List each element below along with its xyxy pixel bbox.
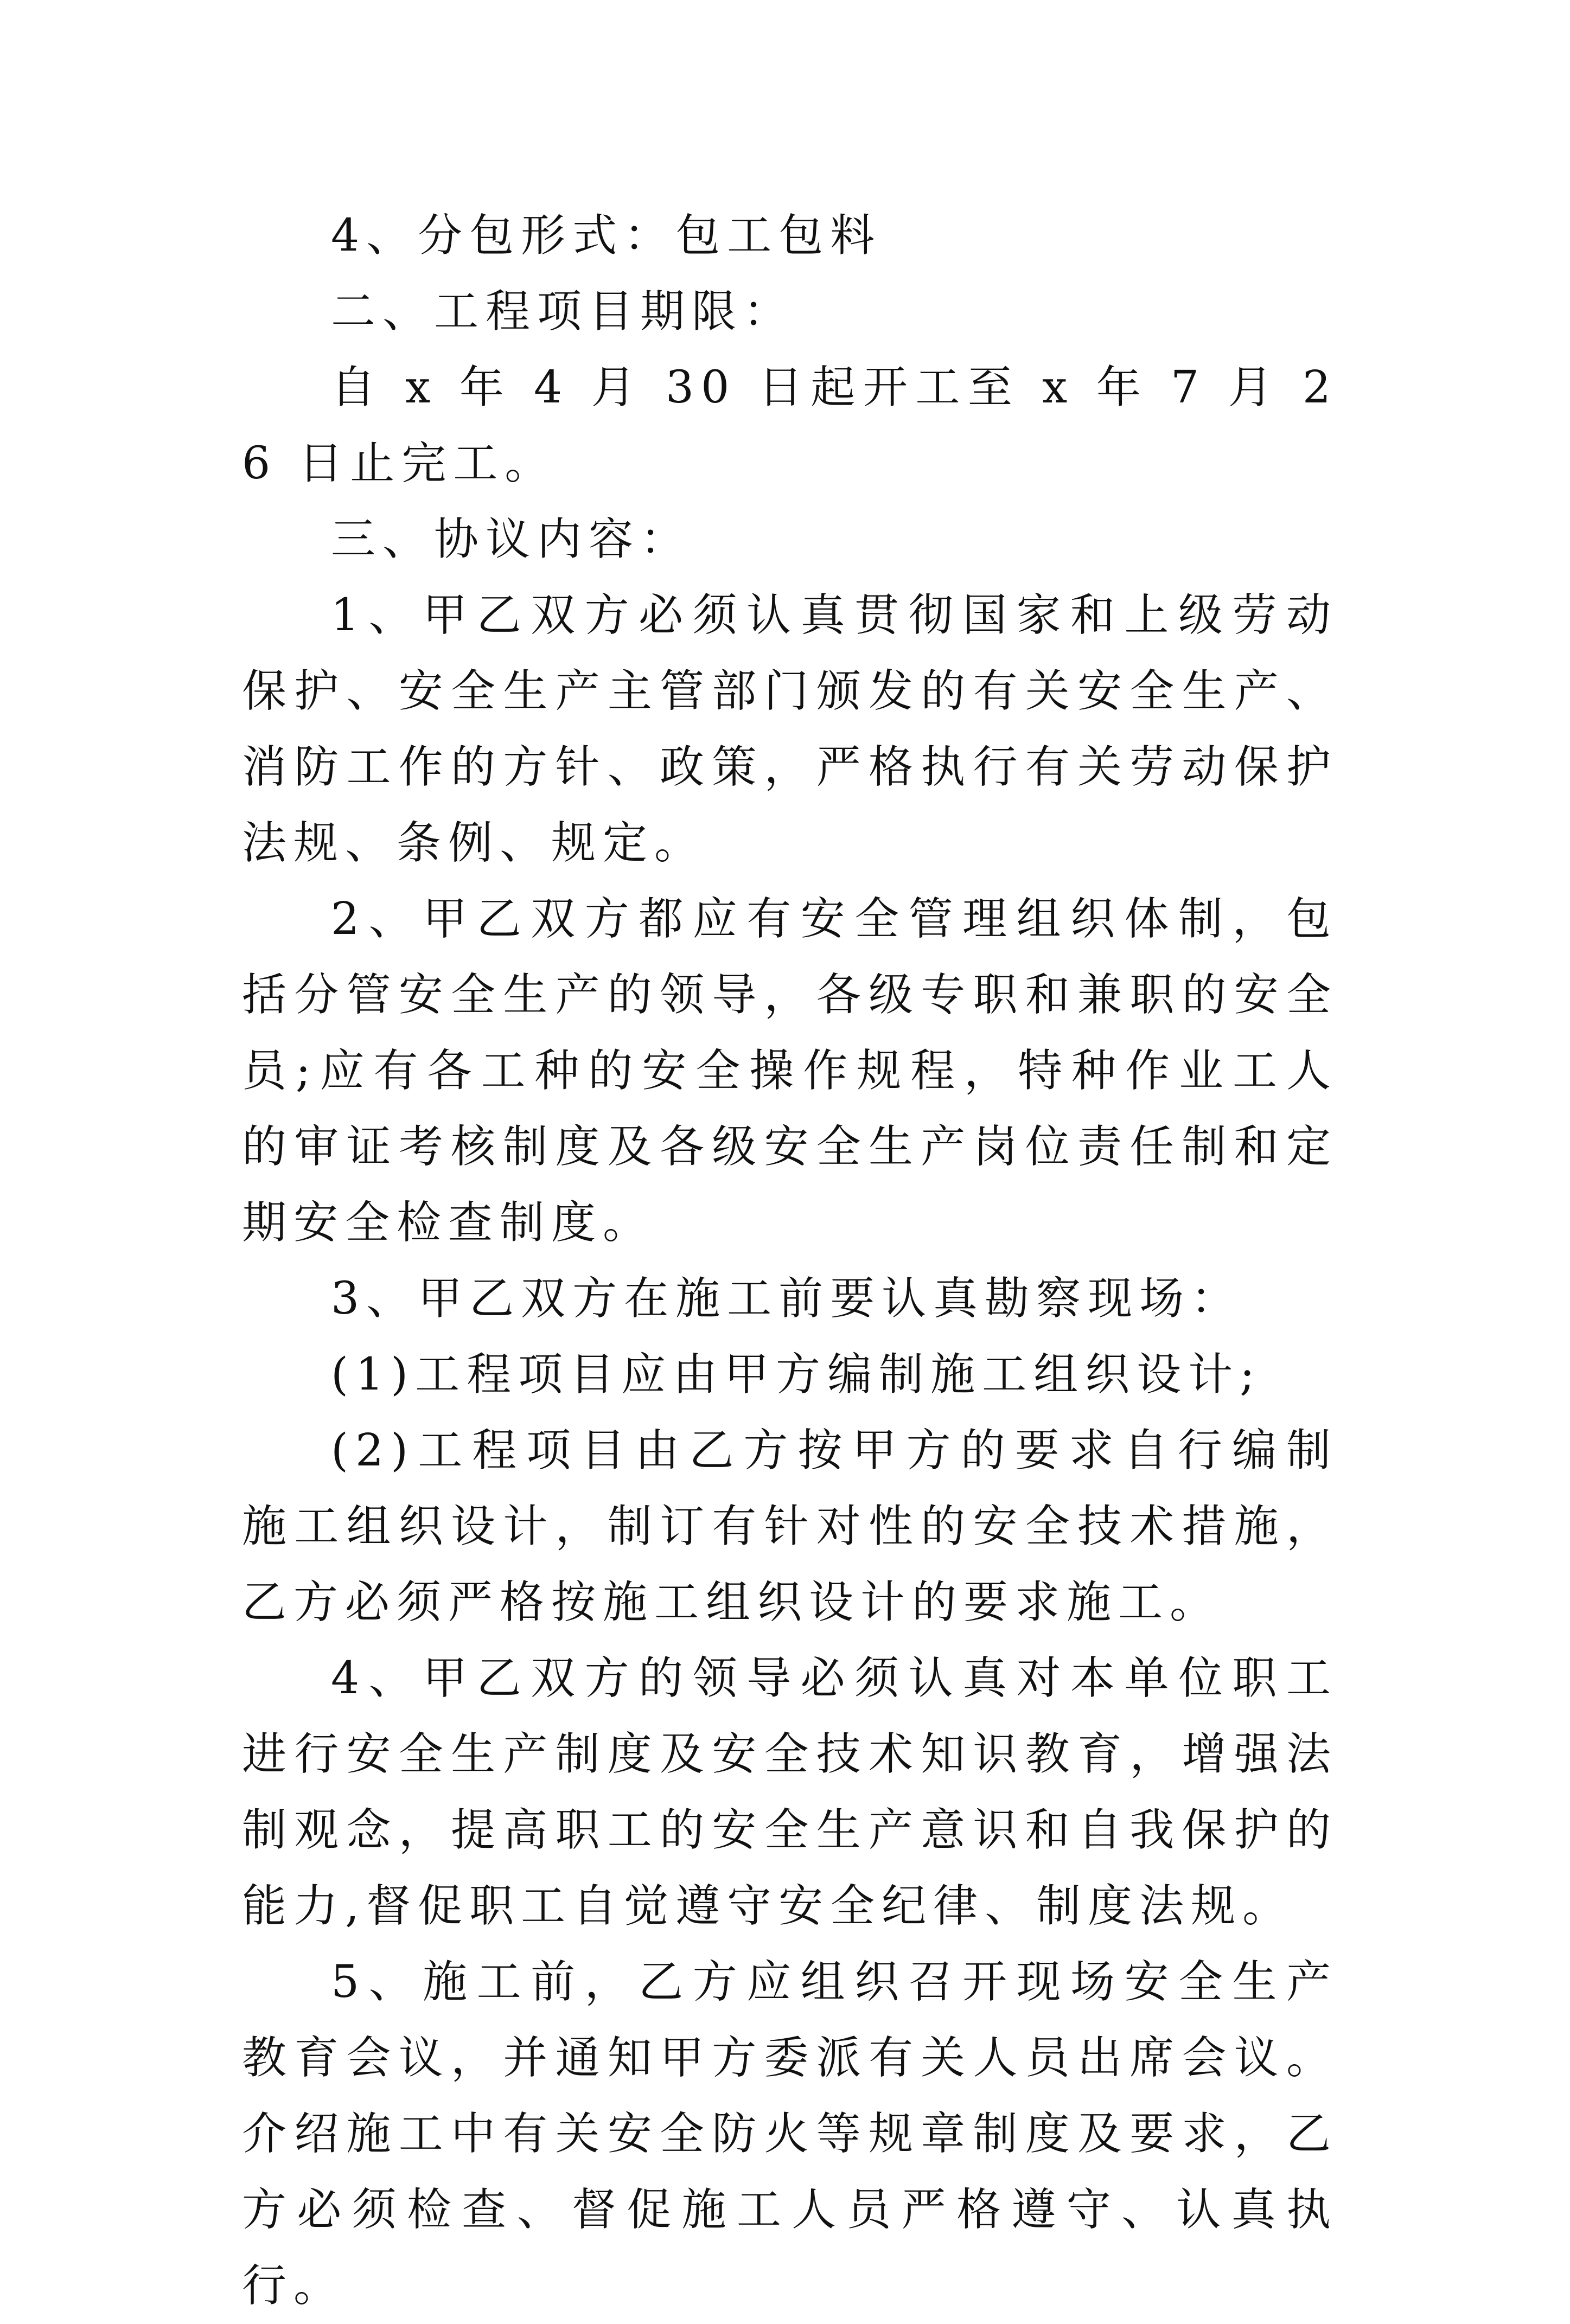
paragraph-project-dates: 自 x 年 4 月 30 日起开工至 x 年 7 月 26 日止完工。 (242, 362, 1338, 489)
paragraph-subcontract-form: 4、分包形式：包工包料 (331, 210, 882, 261)
paragraph-clause-3: 3、甲乙双方在施工前要认真勘察现场： (331, 1273, 1243, 1324)
heading-project-term: 二、工程项目期限： (331, 286, 795, 337)
paragraph-clause-3-item-1: (1)工程项目应由甲方编制施工组织设计; (331, 1349, 1262, 1400)
paragraph-clause-1: 1、甲乙双方必须认真贯彻国家和上级劳动保护、安全生产主管部门颁发的有关安全生产、消防工作的方针、政策，严格执行有关劳动保护法规、条例、规定。 (242, 590, 1338, 869)
paragraph-clause-3-item-2: (2)工程项目由乙方按甲方的要求自行编制施工组织设计，制订有针对性的安全技术措施，乙方必须严格按施工组织设计的要求施工。 (242, 1425, 1338, 1628)
paragraph-clause-5: 5、施工前，乙方应组织召开现场安全生产教育会议，并通知甲方委派有关人员出席会议。介绍施工中有关安全防火等规章制度及要求，乙方必须检查、督促施工人员严格遵守、认真执行。 (242, 1956, 1338, 2312)
heading-agreement-content: 三、协议内容： (331, 514, 692, 565)
paragraph-clause-2: 2、甲乙双方都应有安全管理组织体制，包括分管安全生产的领导，各级专职和兼职的安全员;应有各工种的安全操作规程，特种作业工人的审证考核制度及各级安全生产岗位责任制和定期安全检查制度。 (242, 893, 1338, 1249)
paragraph-clause-4: 4、甲乙双方的领导必须认真对本单位职工进行安全生产制度及安全技术知识教育，增强法制观念，提高职工的安全生产意识和自我保护的能力,督促职工自觉遵守安全纪律、制度法规。 (242, 1653, 1338, 1932)
document-body (242, 198, 1338, 2324)
